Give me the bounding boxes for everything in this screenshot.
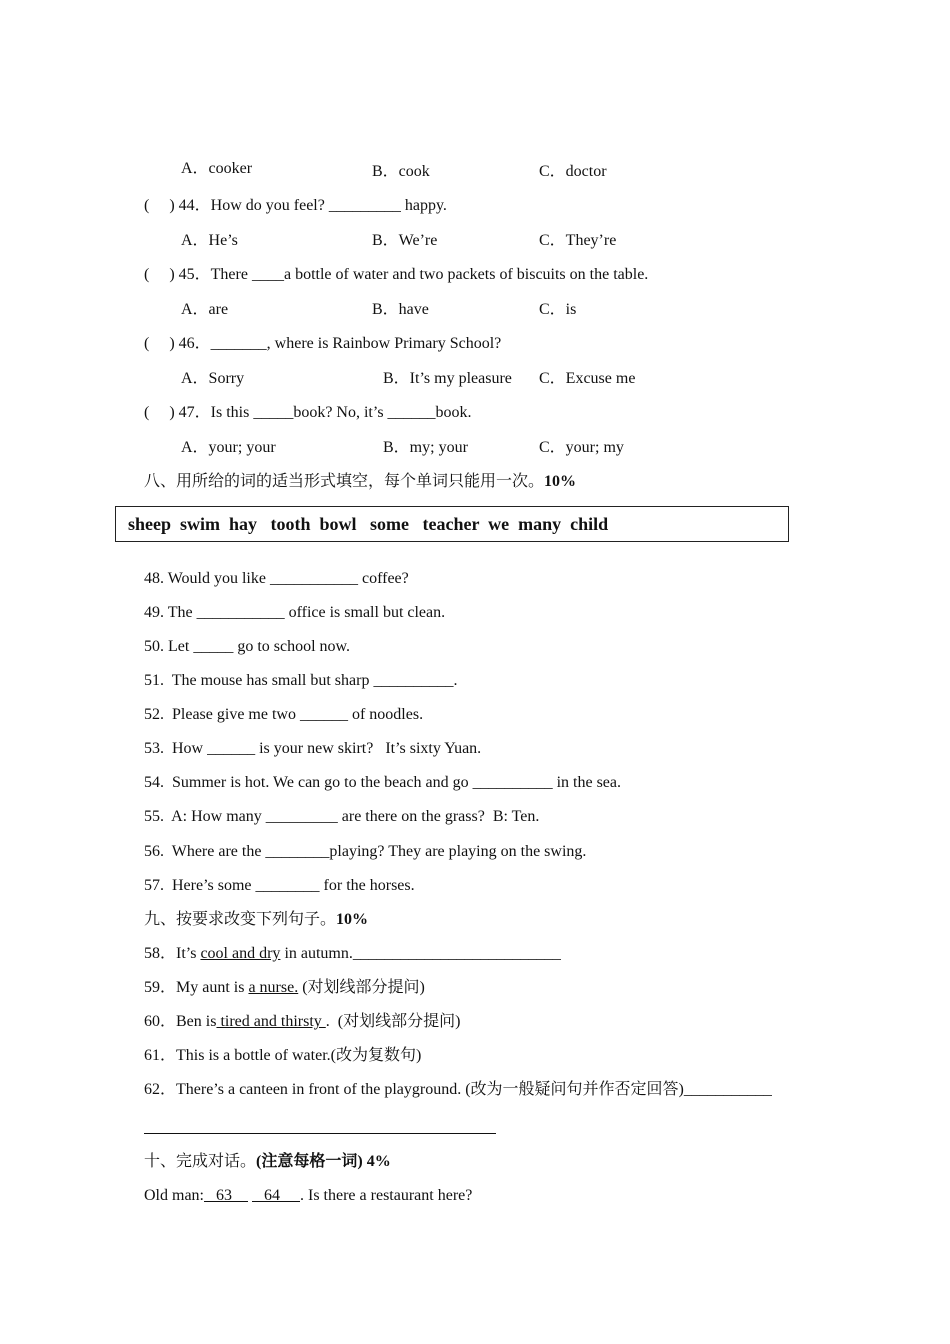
option-c: C．They’re [539,232,617,249]
fill-item-49: 49. The ___________ office is small but clean. [144,604,446,621]
fill-item-51: 51. The mouse has small but sharp __________. [144,672,458,689]
question-47: ( ) 47．Is this _____book? No, it’s ______book. [144,404,472,421]
fill-item-53: 53. How ______ is your new skirt? It’s sixty Yuan. [144,740,482,757]
fill-item-55: 55. A: How many _________ are there on the grass? B: Ten. [144,808,540,825]
option-a: A．Sorry [181,370,245,387]
fill-item-52: 52. Please give me two ______ of noodles. [144,706,424,723]
fill-item-57: 57. Here’s some ________ for the horses. [144,877,415,894]
question-44: ( ) 44．How do you feel? _________ happy. [144,197,447,214]
question-59: 59．My aunt is a nurse. (对划线部分提问) [144,979,425,996]
option-c: C．is [539,301,577,318]
question-46: ( ) 46．_______, where is Rainbow Primary School? [144,335,502,352]
option-a: A．your; your [181,439,276,456]
option-a: A．He’s [181,232,238,249]
question-58: 58．It’s cool and dry in autumn.__________________________ [144,945,561,962]
option-a: A．cooker [181,160,253,177]
fill-item-56: 56. Where are the ________playing? They are playing on the swing. [144,843,587,860]
section-9-heading: 九、按要求改变下列句子。10% [144,911,369,928]
dialog-line: Old man: 63 64 . Is there a restaurant here? [144,1187,473,1204]
option-b: B．We’re [372,232,438,249]
word-bank-box [115,506,789,542]
fill-item-50: 50. Let _____ go to school now. [144,638,351,655]
question-61: 61．This is a bottle of water.(改为复数句) [144,1047,422,1064]
section-8-heading: 八、用所给的词的适当形式填空，每个单词只能用一次。10% [144,473,577,490]
option-c: C．your; my [539,439,624,456]
option-c: C．doctor [539,163,607,180]
option-b: B．cook [372,163,430,180]
question-62: 62．There’s a canteen in front of the playground. (改为一般疑问句并作否定回答)___________ [144,1081,772,1098]
question-60: 60．Ben is tired and thirsty . (对划线部分提问) [144,1013,461,1030]
answer-line [144,1133,496,1134]
option-c: C．Excuse me [539,370,636,387]
option-b: B．my; your [383,439,468,456]
section-10-heading: 十、完成对话。(注意每格一词) 4% [144,1153,391,1170]
option-b: B．It’s my pleasure [383,370,512,387]
option-a: A．are [181,301,229,318]
word-bank: sheep swim hay tooth bowl some teacher we many child [128,514,609,534]
question-45: ( ) 45．There ____a bottle of water and two packets of biscuits on the table. [144,266,649,283]
fill-item-48: 48. Would you like ___________ coffee? [144,570,409,587]
fill-item-54: 54. Summer is hot. We can go to the beach and go __________ in the sea. [144,774,621,791]
option-b: B．have [372,301,429,318]
